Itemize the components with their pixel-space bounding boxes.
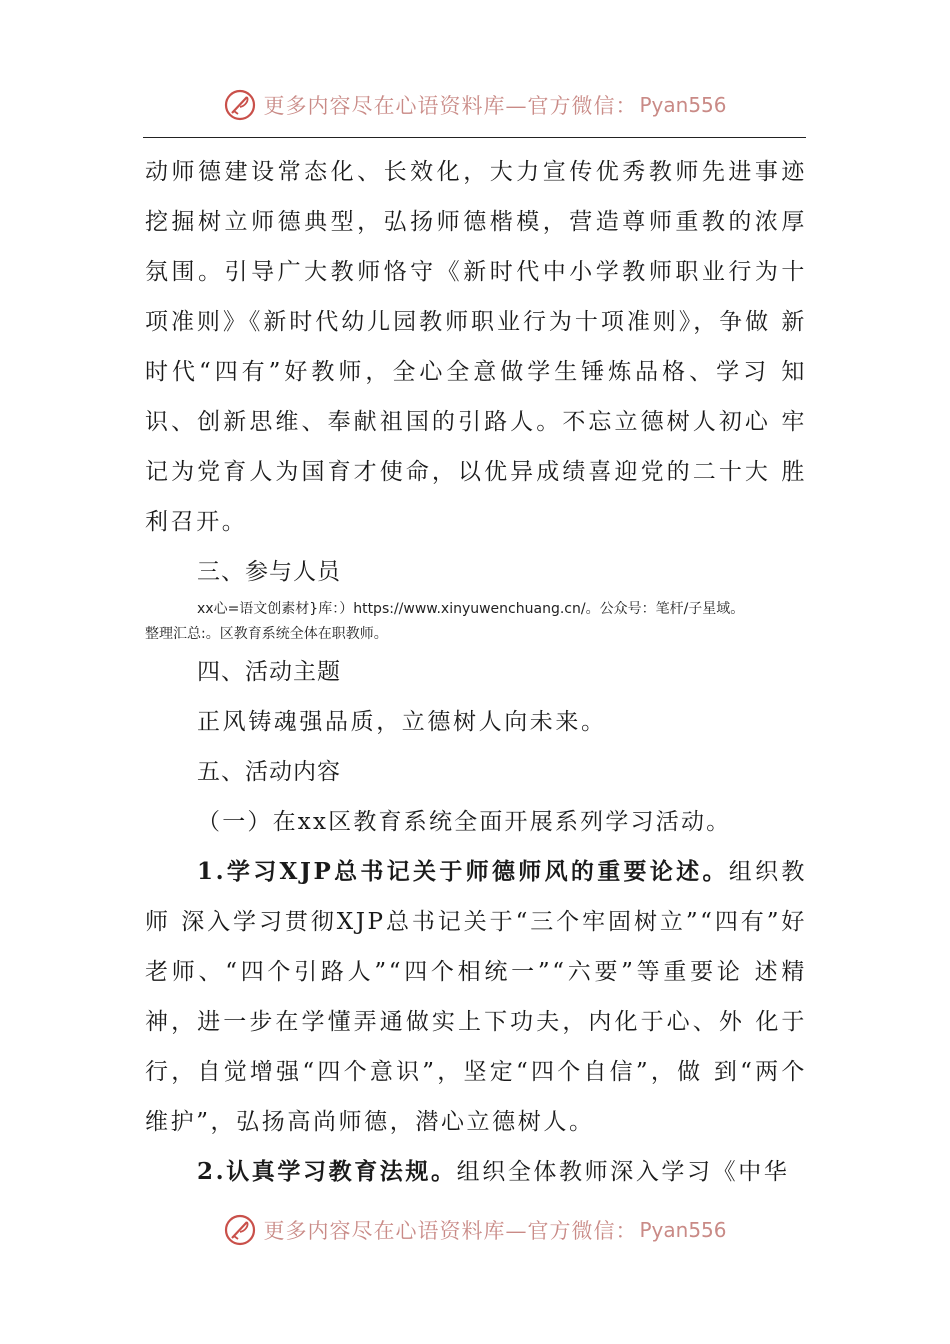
text-line: 深入学习贯彻XJP总书记关于“三个牢固树立”“四有”好 bbox=[181, 909, 807, 935]
text-line: 项准则》《新时代幼儿园教师职业行为十项准则》，争做 bbox=[145, 309, 772, 335]
subsection-heading: （一）在xx区教育系统全面开展系列学习活动。 bbox=[197, 809, 732, 835]
text-line: 胜利召开。 bbox=[145, 459, 807, 535]
footer-banner bbox=[0, 1207, 950, 1253]
document-body bbox=[145, 147, 807, 1197]
item-1-paragraph bbox=[145, 847, 807, 1147]
header-banner-wechat-id: Pyan556 bbox=[639, 93, 727, 117]
text-line: 挖掘树立师德典型，弘扬师德楷模，营造尊师重教的浓厚 bbox=[145, 209, 807, 235]
text-line: 新时代“四有”好教师，全心全意做学生锤炼品格、学习 bbox=[145, 309, 807, 385]
item-1-title: 1.学习XJP总书记关于师德师风的重要论述。 bbox=[197, 858, 729, 885]
item-2-title: 2.认真学习教育法规。 bbox=[197, 1158, 457, 1185]
note-line: 整理汇总:。区教育系统全体在职教师。 bbox=[145, 626, 388, 642]
header-divider bbox=[143, 137, 806, 138]
footer-banner-text: 更多内容尽在心语资料库—官方微信： bbox=[263, 1219, 638, 1243]
item-2-paragraph bbox=[145, 1147, 807, 1197]
header-banner-text: 更多内容尽在心语资料库—官方微信： bbox=[263, 94, 638, 118]
text-line: 化于行，自觉增强“四个意识”，坚定“四个自信”，做 bbox=[145, 1009, 807, 1085]
section-heading-content: 五、活动内容 bbox=[197, 759, 341, 785]
text-line: 述精神，进一步在学懂弄通做实上下功夫，内化于心、外 bbox=[145, 959, 807, 1035]
text-line: 到“两个维护”，弘扬高尚师德，潜心立德树人。 bbox=[145, 1059, 807, 1135]
section-heading-participants: 三、参与人员 bbox=[197, 559, 341, 585]
theme-text: 正风铸魂强品质，立德树人向未来。 bbox=[197, 709, 607, 735]
section-heading-theme: 四、活动主题 bbox=[197, 659, 341, 685]
text-line: 知识、创新思维、奉献祖国的引路人。不忘立德树人初心 bbox=[145, 359, 807, 435]
footer-banner-wechat-id: Pyan556 bbox=[639, 1218, 727, 1242]
quill-logo-icon bbox=[223, 88, 257, 122]
text-line: 组织教师 bbox=[145, 859, 807, 935]
quill-logo-icon bbox=[223, 1213, 257, 1247]
header-banner bbox=[0, 82, 950, 128]
text-line: 氛围。引导广大教师恪守《新时代中小学教师职业行为十 bbox=[145, 259, 807, 285]
text-line: 牢记为党育人为国育才使命，以优异成绩喜迎党的二十大 bbox=[145, 409, 807, 485]
text-line: 动师德建设常态化、长效化，大力宣传优秀教师先进事迹 bbox=[145, 159, 807, 185]
note-line: xx心=语文创素材}库：）https://www.xinyuwenchuang.cn/。公众号：笔杆/子星域。 bbox=[197, 601, 745, 617]
text-line: 老师、“四个引路人”“四个相统一”“六要”等重要论 bbox=[145, 959, 744, 985]
text-line: 组织全体教师深入学习《中华 bbox=[456, 1159, 790, 1185]
paragraph-continued bbox=[145, 147, 807, 547]
